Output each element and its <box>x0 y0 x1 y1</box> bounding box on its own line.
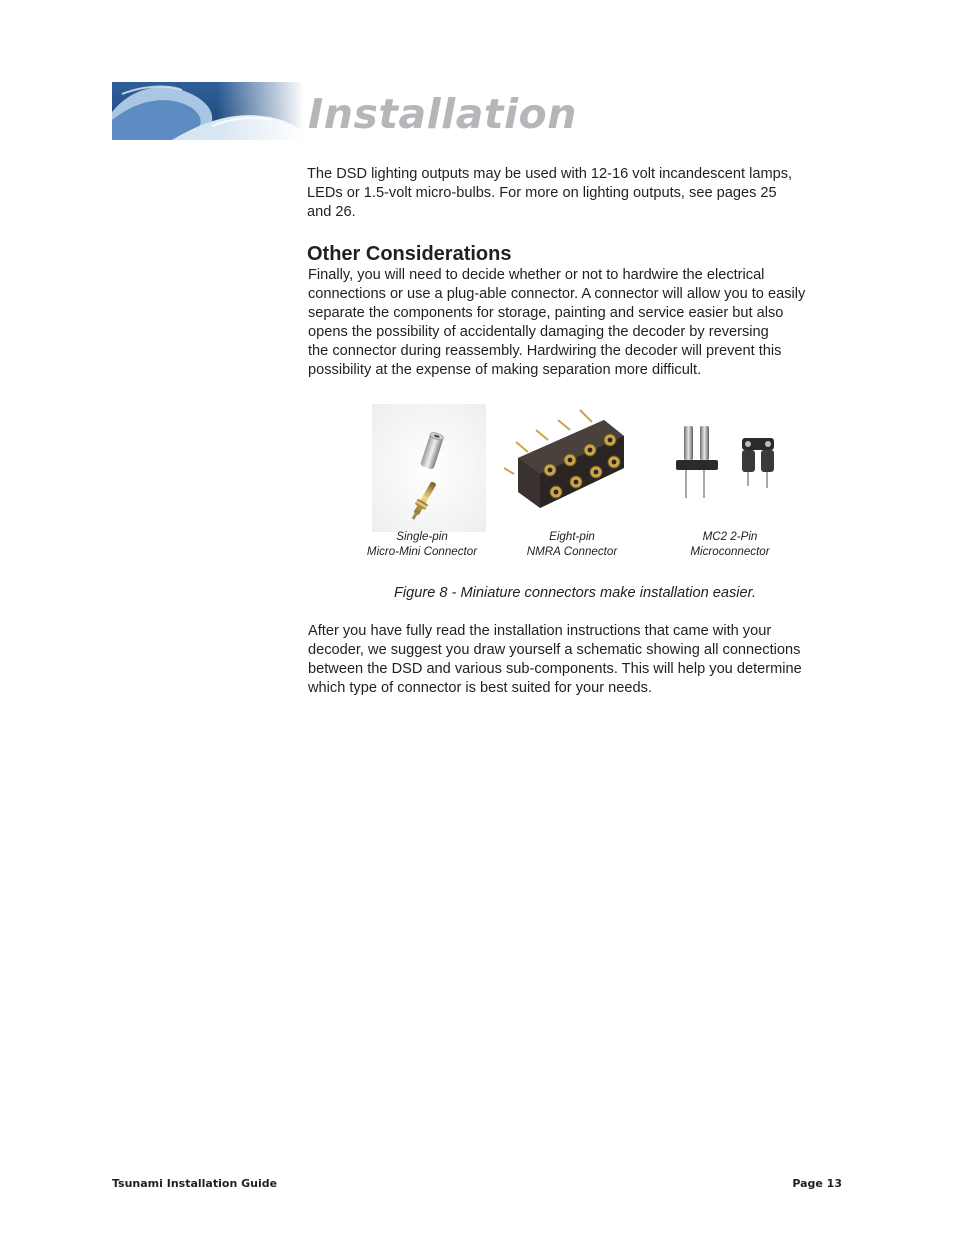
figure-caption: Figure 8 - Miniature connectors make installation easier. <box>393 585 757 601</box>
photo-caption-eight-pin <box>502 529 642 559</box>
footer-page-number: Page 13 <box>792 1177 842 1190</box>
text-line: connections or use a plug-able connector. A connector will allow you to easily <box>308 286 806 302</box>
caption-line: Eight-pin <box>549 530 595 543</box>
caption-line: Microconnector <box>690 545 770 558</box>
single-pin-connector-photo <box>372 404 486 532</box>
eight-pin-connector-photo <box>500 404 640 518</box>
photo-caption-single-pin <box>352 529 492 559</box>
text-line: possibility at the expense of making separation more difficult. <box>308 362 702 378</box>
two-pin-connector-photo <box>650 420 790 500</box>
text-line: The DSD lighting outputs may be used with 12-16 volt incandescent lamps, <box>307 166 793 182</box>
caption-line: NMRA Connector <box>526 545 618 558</box>
text-line: separate the components for storage, painting and service easier but also <box>308 305 784 321</box>
caption-line: Single-pin <box>396 530 448 543</box>
text-line: the connector during reassembly. Hardwiring the decoder will prevent this <box>308 343 782 359</box>
intro-paragraph <box>307 165 792 222</box>
text-line: decoder, we suggest you draw yourself a schematic showing all connections <box>308 642 801 658</box>
closing-paragraph <box>308 622 802 698</box>
text-line: Finally, you will need to decide whether or not to hardwire the electrical <box>308 267 765 283</box>
footer-guide-title: Tsunami Installation Guide <box>112 1177 278 1190</box>
text-line: opens the possibility of accidentally damaging the decoder by reversing <box>308 324 769 340</box>
photo-caption-two-pin <box>660 529 800 559</box>
text-line: which type of connector is best suited for your needs. <box>308 680 652 696</box>
caption-line: Micro-Mini Connector <box>366 545 478 558</box>
text-line: and 26. <box>307 204 356 220</box>
caption-line: MC2 2-Pin <box>702 530 758 543</box>
wave-banner-image <box>112 82 304 140</box>
text-line: between the DSD and various sub-components. This will help you determine <box>308 661 802 677</box>
text-line: After you have fully read the installation instructions that came with your <box>308 623 772 639</box>
page-title: Installation <box>308 90 577 138</box>
considerations-paragraph <box>308 266 805 380</box>
section-heading: Other Considerations <box>307 243 512 265</box>
text-line: LEDs or 1.5-volt micro-bulbs. For more on lighting outputs, see pages 25 <box>307 185 777 201</box>
